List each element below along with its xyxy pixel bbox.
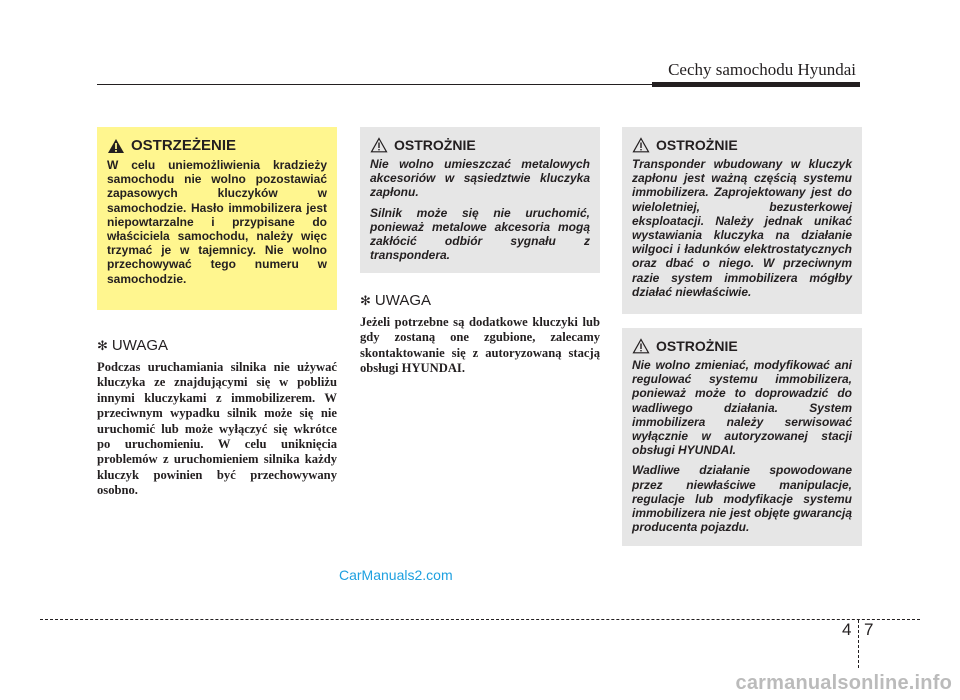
caution-box-3-paragraph-1: Nie wolno zmieniać, modyfikować ani regulować systemu immobilizera, ponieważ może to doprowadzić do wadliwego działania. System immobilizera należy serwisować wyłącznie w autoryzowanej stacji obsługi HYUNDAI.: [632, 358, 852, 458]
caution-box-2: [622, 127, 862, 314]
footer-rule: [40, 619, 920, 620]
watermark-link[interactable]: CarManuals2.com: [339, 567, 453, 583]
warning-triangle-icon: [370, 137, 388, 153]
header-rule-accent: [652, 82, 860, 87]
note-mid-title: [360, 292, 600, 309]
caution-box-3-paragraph-2: Wadliwe działanie spowodowane przez niewłaściwe manipulacje, regulacje lub modyfikacje systemu immobilizera nie jest objęte gwarancją producenta pojazdu.: [632, 463, 852, 535]
caution-box-2-paragraph-1: Transponder wbudowany w kluczyk zapłonu jest ważną częścią systemu immobilizera. Zaprojektowany jest do wieloletniej, bezusterkowej eksploatacji. Należy jednak unikać wystawiania kluczyka na działanie wilgoci i ładunków elektrostatycznych oraz dbać o niego. W przeciwnym razie system immobilizera mógłby działać niewłaściwie.: [632, 157, 852, 299]
caution-box-1-paragraph-2: Silnik może się nie uruchomić, ponieważ metalowe akcesoria mogą zakłócić odbiór sygnału z transpondera.: [370, 205, 590, 263]
warning-triangle-icon: [632, 137, 650, 153]
caution-box-3-title: [632, 338, 852, 354]
note-left-text: Podczas uruchamiania silnika nie używać kluczyka ze znajdującymi się w pobliżu innymi kluczykami z immobilizerem. W przeciwnym wypadku silnik może się nie uruchomić lub może wyłączyć się wkrótce po uruchomieniu. W celu uniknięcia problemów z uruchomieniem silnika każdy kluczyk powinien być przechowywany osobno.: [97, 360, 337, 498]
caution-box-1: [360, 127, 600, 273]
warning-box-title-text: OSTRZEŻENIE: [131, 137, 237, 154]
note-mid: [360, 292, 600, 377]
caution-box-1-paragraph-1: Nie wolno umieszczać metalowych akcesoriów w sąsiedztwie kluczyka zapłonu.: [370, 157, 590, 200]
warning-box-text: W celu uniemożliwienia kradzieży samochodu nie wolno pozostawiać zapasowych kluczyków w samochodzie. Hasło immobilizera jest niepowtarzalne i przypisane do właściciela samochodu, należy więc trzymać je w tajemnicy. Nie wolno przechowywać tego numeru w samochodzie.: [107, 158, 327, 286]
caution-box-2-title-text: OSTROŻNIE: [656, 137, 738, 153]
note-mid-title-text: UWAGA: [374, 292, 432, 309]
note-left-title-text: UWAGA: [111, 337, 169, 354]
warning-box: [97, 127, 337, 310]
header-title: Cechy samochodu Hyundai: [668, 60, 856, 79]
warning-box-title: [107, 137, 327, 154]
caution-box-3: [622, 328, 862, 546]
bottom-brand-watermark: carmanualsonline.info: [735, 672, 952, 694]
page-chapter-number: 4: [842, 620, 852, 639]
note-left-title: [97, 337, 337, 354]
asterisk-icon: ✻: [360, 292, 371, 308]
note-left: [97, 337, 337, 499]
caution-box-2-title: [632, 137, 852, 153]
warning-triangle-icon: [107, 138, 125, 154]
page-number: 7: [864, 620, 874, 639]
footer-divider: [858, 620, 859, 668]
caution-box-1-title: [370, 137, 590, 153]
caution-box-1-title-text: OSTROŻNIE: [394, 137, 476, 153]
caution-box-3-title-text: OSTROŻNIE: [656, 338, 738, 354]
note-mid-text: Jeżeli potrzebne są dodatkowe kluczyki lub gdy zostaną one zgubione, zalecamy skontaktowanie się z autoryzowaną stacją obsługi HYUNDAI.: [360, 315, 600, 376]
warning-triangle-icon: [632, 338, 650, 354]
asterisk-icon: ✻: [97, 337, 108, 353]
